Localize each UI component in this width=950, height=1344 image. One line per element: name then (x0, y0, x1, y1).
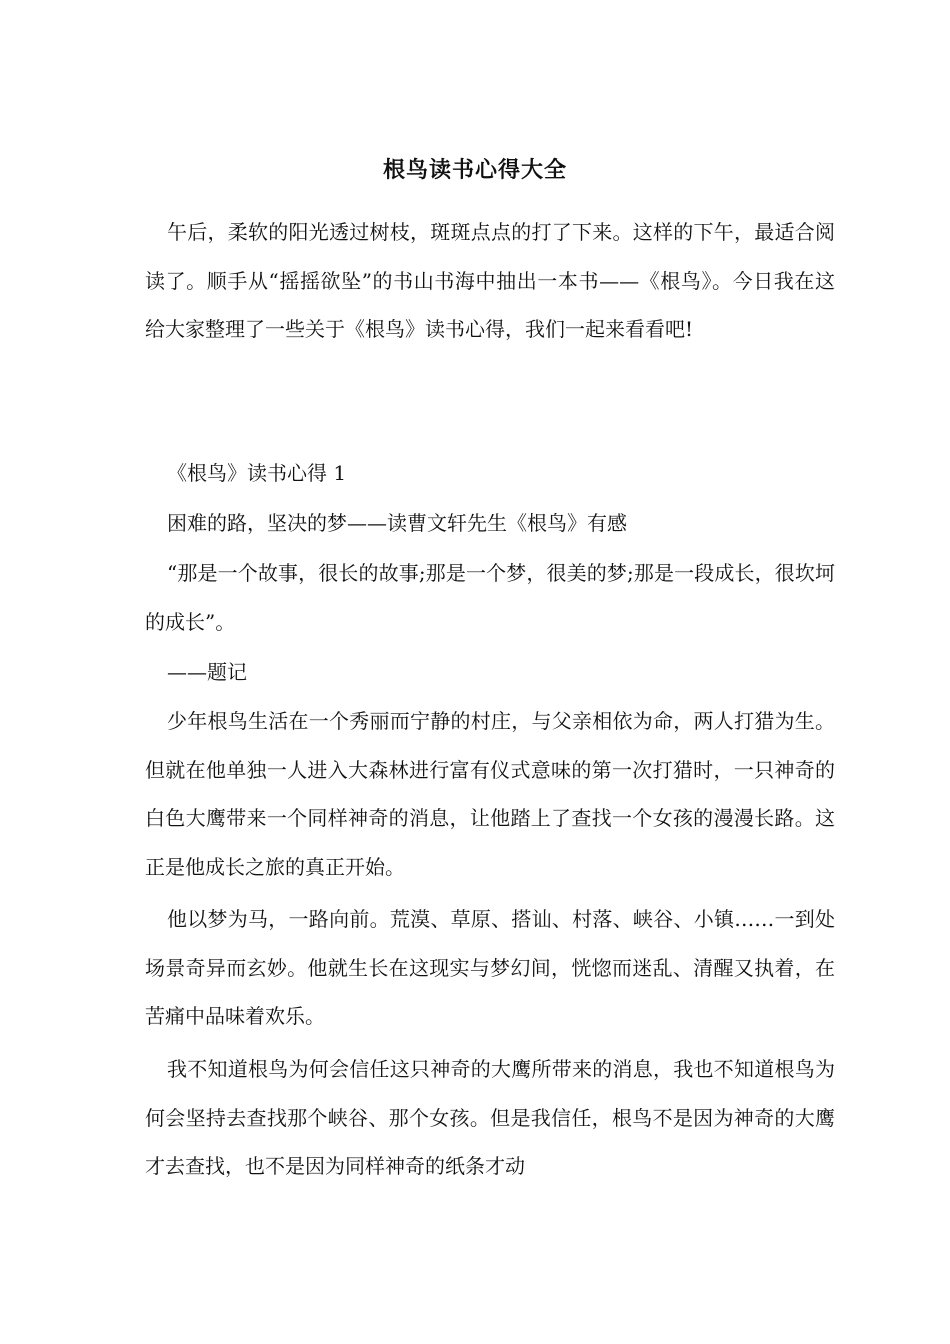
body-paragraph: 我不知道根鸟为何会信任这只神奇的大鹰所带来的消息，我也不知道根鸟为何会坚持去查找那个峡谷、那个女孩。但是我信任，根鸟不是因为神奇的大鹰才去查找，也不是因为同样神奇的纸条才动 (145, 1057, 835, 1178)
section-heading: 《根鸟》读书心得 1 (167, 461, 347, 485)
quote-paragraph: “那是一个故事，很长的故事;那是一个梦，很美的梦;那是一段成长，很坎坷的成长”。 (145, 561, 835, 634)
body-paragraph: 他以梦为马，一路向前。荒漠、草原、搭讪、村落、峡谷、小镇……一到处场景奇异而玄妙。他就生长在这现实与梦幻间，恍惚而迷乱、清醒又执着，在苦痛中品味着欢乐。 (145, 907, 835, 1028)
body-paragraph: 少年根鸟生活在一个秀丽而宁静的村庄，与父亲相依为命，两人打猎为生。但就在他单独一人进入大森林进行富有仪式意味的第一次打猎时，一只神奇的白色大鹰带来一个同样神奇的消息，让他踏上了查找一个女孩的漫漫长路。这正是他成长之旅的真正开始。 (145, 709, 835, 879)
epigraph: ——题记 (167, 660, 247, 684)
essay-subtitle: 困难的路，坚决的梦——读曹文轩先生《根鸟》有感 (167, 511, 627, 535)
document-title: 根鸟读书心得大全 (382, 157, 567, 183)
intro-paragraph: 午后，柔软的阳光透过树枝，斑斑点点的打了下来。这样的下午，最适合阅读了。顺手从“摇摇欲坠”的书山书海中抽出一本书——《根鸟》。今日我在这给大家整理了一些关于《根鸟》读书心得，我们一起来看看吧! (145, 220, 835, 341)
